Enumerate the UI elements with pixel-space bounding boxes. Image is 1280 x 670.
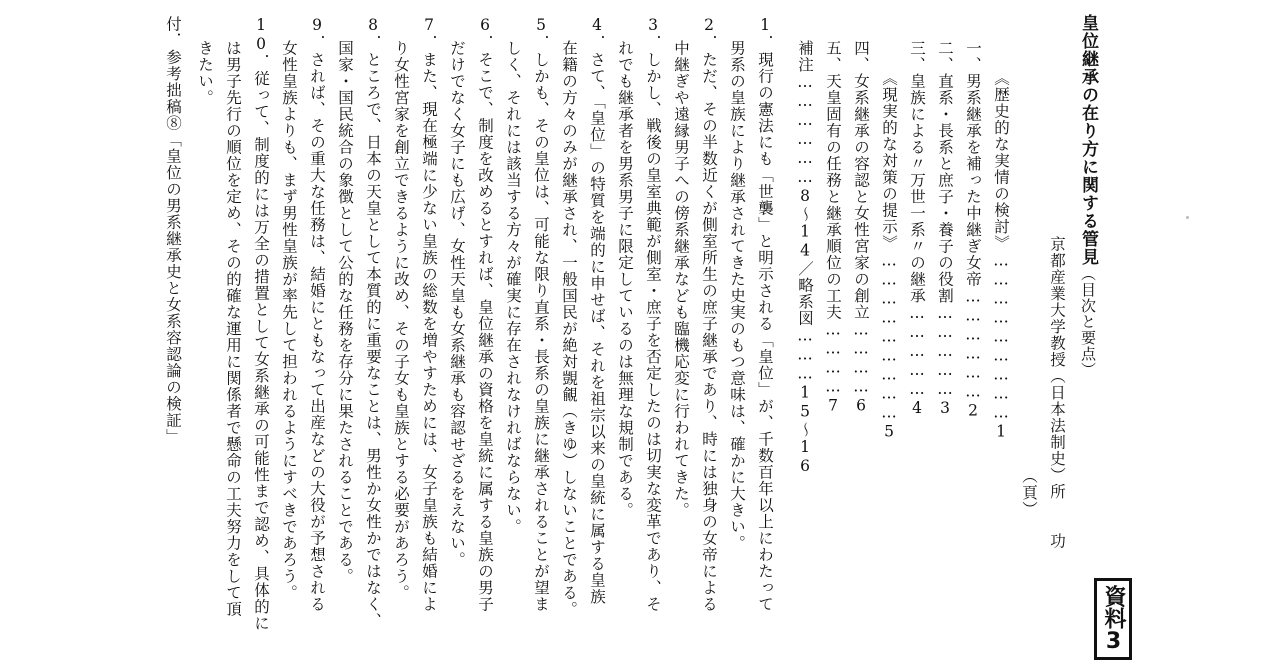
title-text: 皇位継承の在り方に関する管見 (1078, 14, 1098, 266)
point-line: 10．従って、制度的には万全の措置として女系継承の可能性まで認め、具体的に (252, 16, 270, 632)
point-line: り女性宮家を創立できるように改め、その子女も皇族とする必要があろう。 (392, 40, 410, 601)
point-line: 男系の皇族により継承されてきた史実のもつ意味は、確かに大きい。 (728, 40, 746, 552)
point-line: 3．しかし、戦後の皇室典範が側室・庶子を否定したのは切実な変革であり、そ (644, 16, 662, 613)
material-badge (1094, 578, 1132, 660)
point-line: 8．ところで、日本の天皇として本質的に重要なことは、男性か女性かではなく、 (364, 16, 382, 629)
toc-item: 《歴史的な実情の検討》………………………1 (992, 70, 1010, 442)
point-line: 5．しかも、その皇位は、可能な限り直系・長系の皇族に継承されることが望ま (532, 16, 550, 613)
author-line: 京都産業大学教授（日本法制史）所 功 (1048, 236, 1066, 550)
toc-item: 補注………………8～14／略系図………15～16 (796, 40, 814, 476)
point-line: 国家・国民統合の象徴として公的な任務を存分に果たされることである。 (336, 40, 354, 585)
toc-page-header: （頁） (1020, 468, 1038, 518)
subtitle-text: （目次と要点） (1079, 266, 1097, 378)
point-line: は男子先行の順位を定め、その的確な運用に関係者で懸命の工夫努力をして頂 (224, 40, 242, 618)
point-line: 2．ただ、その半数近くが側室所生の庶子継承であり、時には独身の女帝による (700, 16, 718, 613)
point-line: 在籍の方々のみが継承され、一般国民が絶対覬覦（きゆ）しないことである。 (560, 40, 578, 618)
toc-item: 四、女系継承の容認と女性宮家の創立…………6 (852, 40, 870, 416)
point-line: だけでなく女子にも広げ、女性天皇も女系継承も容認せざるをえない。 (448, 40, 466, 568)
document-title (1079, 14, 1096, 378)
point-line: 4．さて、「皇位」の特質を端的に申せば、それを祖宗以来の皇統に属する皇族 (588, 16, 606, 605)
point-line: 中継ぎや遠縁男子への傍系継承なども臨機応変に行われてきた。 (672, 40, 690, 519)
scan-speck (1186, 216, 1189, 219)
point-line: 6．そこで、制度を改めるとすれば、皇位継承の資格を皇統に属する皇族の男子 (476, 16, 494, 613)
point-line: れでも継承者を男系男子に限定しているのは無理な規制である。 (616, 40, 634, 519)
toc-item: 三、皇族による〃万世一系〃の継承……………4 (908, 40, 926, 418)
toc-item: 五、天皇固有の任務と継承順位の工夫…………7 (824, 40, 842, 416)
toc-item: 一、男系継承を補った中継ぎ女帝………………2 (964, 40, 982, 421)
point-line: 9．されば、その重大な任務は、結婚にともなって出産などの大役が予想される (308, 16, 326, 613)
toc-item: 《現実的な対策の提示》………………………5 (880, 70, 898, 442)
badge-label: 資料3 (1101, 584, 1126, 654)
toc-item: 二、直系・長系と庶子・養子の役割……………3 (936, 40, 954, 418)
point-line: しく、それには該当する方々が確実に存在されなければならない。 (504, 40, 522, 535)
point-line: 7．また、現在極端に少ない皇族の総数を増やすためには、女子皇族も結婚によ (420, 16, 438, 613)
point-line: きたい。 (196, 40, 214, 106)
point-line: 女性皇族よりも、まず男性皇族が率先して担われるようにすべきであろう。 (280, 40, 298, 601)
reference-note: 付．参考拙稿⑧「皇位の男系継承史と女系容認論の検証」 (164, 16, 182, 445)
point-line: 1．現行の憲法にも「世襲」と明示される「皇位」が、千数百年以上にわたって (756, 16, 774, 613)
